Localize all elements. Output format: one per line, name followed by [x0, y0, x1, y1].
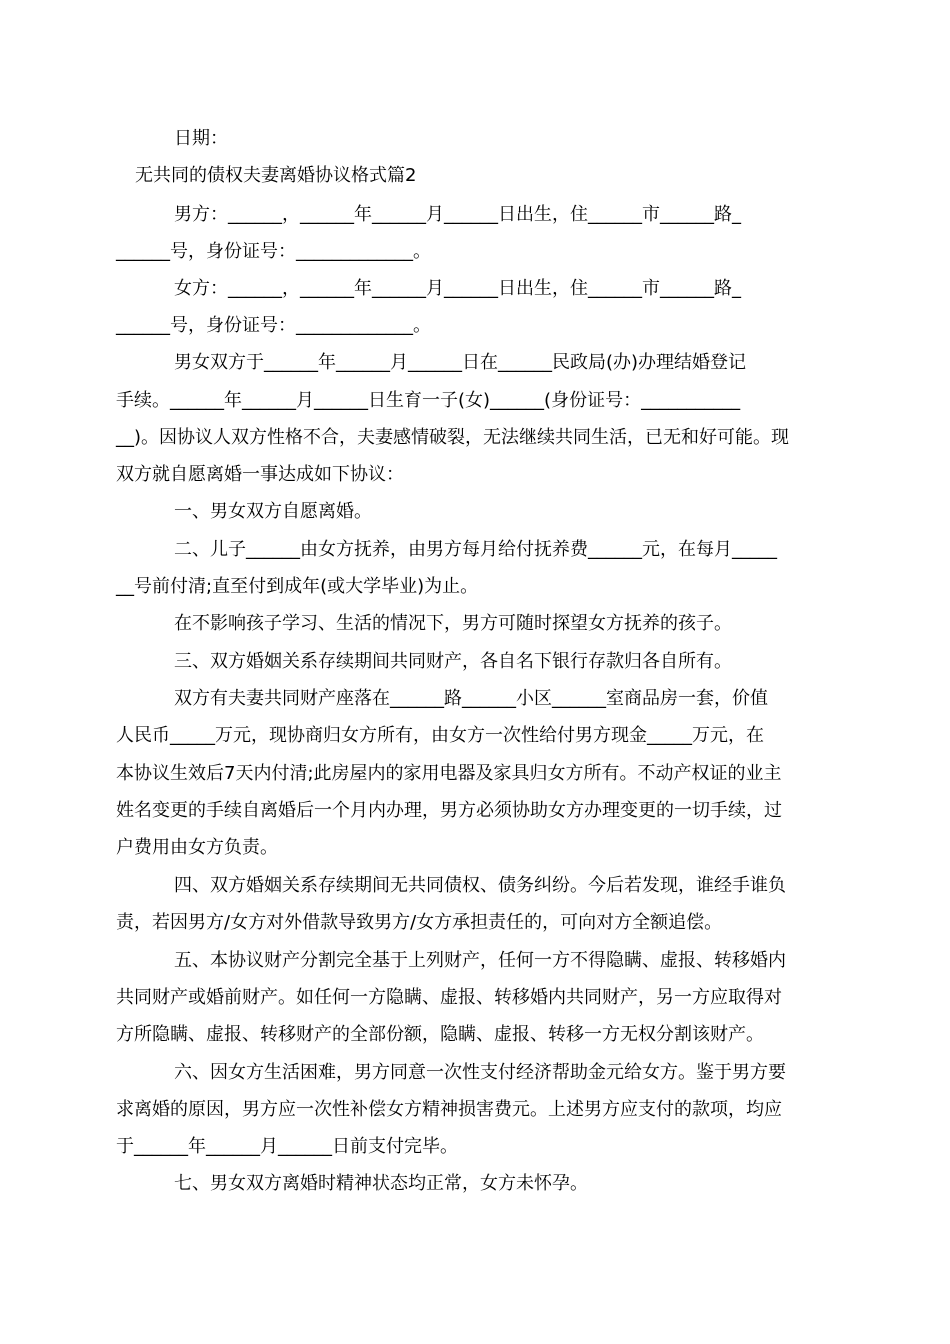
party-man-line-1: 男方：______，______年______月______日出生，住______市______路_ — [174, 204, 741, 225]
section-title: 无共同的债权夫妻离婚协议格式篇2 — [135, 165, 417, 186]
clause-5-line-2: 共同财产或婚前财产。如任何一方隐瞒、虚报、转移婚内共同财产，另一方应取得对 — [116, 987, 782, 1008]
clause-5-line-1: 五、本协议财产分割完全基于上列财产，任何一方不得隐瞒、虚报、转移婚内 — [174, 950, 786, 971]
clause-4-line-1: 四、双方婚姻关系存续期间无共同债权、债务纠纷。今后若发现，谁经手谁负 — [174, 875, 786, 896]
visitation-line: 在不影响孩子学习、生活的情况下，男方可随时探望女方抚养的孩子。 — [174, 613, 732, 634]
party-woman-line-2: ______号，身份证号：_____________。 — [116, 315, 431, 336]
clause-4-line-2: 责，若因男方/女方对外借款导致男方/女方承担责任的，可向对方全额追偿。 — [116, 912, 723, 933]
paragraph-line: 双方就自愿离婚一事达成如下协议： — [116, 464, 404, 485]
property-line-3: 本协议生效后7天内付清;此房屋内的家用电器及家具归女方所有。不动产权证的业主 — [116, 763, 782, 784]
date-label: 日期： — [174, 128, 228, 149]
clause-5-line-3: 方所隐瞒、虚报、转移财产的全部份额，隐瞒、虚报、转移一方无权分割该财产。 — [116, 1024, 764, 1045]
clause-3: 三、双方婚姻关系存续期间共同财产，各自名下银行存款归各自所有。 — [174, 651, 732, 672]
property-line-1: 双方有夫妻共同财产座落在______路______小区______室商品房一套，价值 — [174, 688, 768, 709]
paragraph-line: 手续。______年______月______日生育一子(女)______(身份证号：___________ — [116, 390, 741, 411]
clause-7: 七、男女双方离婚时精神状态均正常，女方未怀孕。 — [174, 1173, 588, 1194]
clause-6-line-1: 六、因女方生活困难，男方同意一次性支付经济帮助金元给女方。鉴于男方要 — [174, 1062, 786, 1083]
clause-6-line-3: 于______年______月______日前支付完毕。 — [116, 1136, 458, 1157]
party-woman-line-1: 女方：______，______年______月______日出生，住______市______路_ — [174, 278, 741, 299]
paragraph-line: 男女双方于______年______月______日在______民政局(办)办理结婚登记 — [174, 352, 747, 373]
paragraph-line: __)。因协议人双方性格不合，夫妻感情破裂，无法继续共同生活，已无和好可能。现 — [116, 427, 790, 448]
property-line-5: 户费用由女方负责。 — [116, 837, 278, 858]
property-line-4: 姓名变更的手续自离婚后一个月内办理，男方必须协助女方办理变更的一切手续，过 — [116, 800, 782, 821]
clause-1: 一、男女双方自愿离婚。 — [174, 501, 372, 522]
clause-2-line-1: 二、儿子______由女方抚养，由男方每月给付抚养费______元，在每月_____ — [174, 539, 777, 560]
property-line-2: 人民币_____万元，现协商归女方所有，由女方一次性给付男方现金_____万元，在 — [116, 725, 764, 746]
party-man-line-2: ______号，身份证号：_____________。 — [116, 241, 431, 262]
clause-2-line-2: __号前付清;直至付到成年(或大学毕业)为止。 — [116, 576, 479, 597]
clause-6-line-2: 求离婚的原因，男方应一次性补偿女方精神损害费元。上述男方应支付的款项，均应 — [116, 1099, 782, 1120]
